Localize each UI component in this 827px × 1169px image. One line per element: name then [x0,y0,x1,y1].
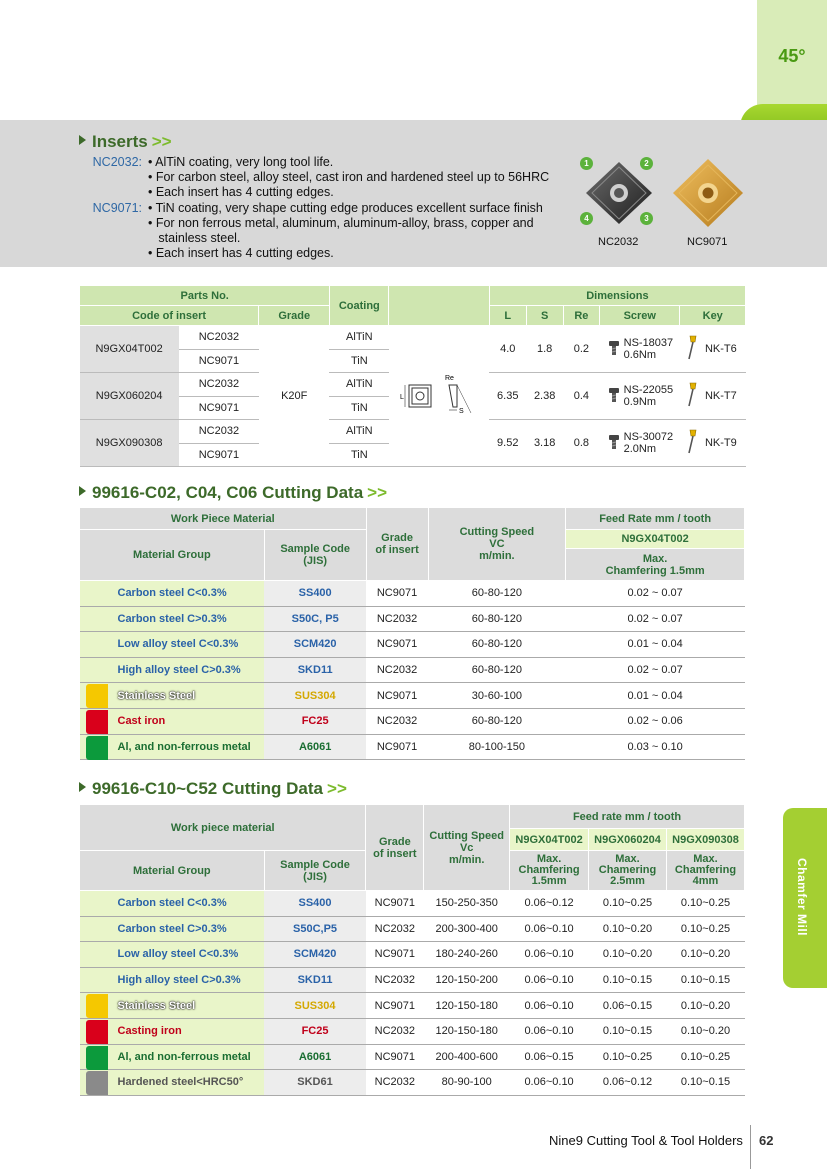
insert-grade: NC9071 [366,683,428,709]
material-color-swatch [86,736,108,760]
header-coating: Coating [330,286,389,326]
feed-rate: 0.10~0.25 [589,1044,667,1070]
header-work-piece-material: Work piece material [80,805,366,851]
material-group-cell [80,993,265,1019]
carbide-grade: K20F [259,326,330,467]
key-code: NK-T6 [704,343,737,355]
screw-icon [608,340,620,359]
footer-text: Nine9 Cutting Tool & Tool Holders [549,1133,743,1148]
cutting-speed: 80-90-100 [424,1070,510,1096]
dim-s: 2.38 [526,373,563,420]
feed-rate: 0.06~0.10 [510,942,589,968]
dim-re: 0.4 [563,373,600,420]
material-group-cell [80,683,265,709]
feed-rate: 0.02 ~ 0.07 [566,581,745,607]
cutting-data-row [80,632,745,658]
feed-rate: 0.10~0.20 [589,916,667,942]
header-sample-code: Sample Code (JIS) [264,851,366,891]
cutting-data-1-table [79,507,745,760]
material-color-swatch [86,994,108,1018]
header-cutting-speed: Cutting Speed Vc m/min. [424,805,510,891]
screw-torque: 0.6Nm [623,349,657,361]
insert-feature-line: • AlTiN coating, very long tool life. [148,155,334,169]
nc9071-insert-image [670,156,746,230]
insert-code: N9GX04T002 [80,326,180,373]
triangle-icon [79,782,86,792]
insert-feature-line: • Each insert has 4 cutting edges. [148,246,334,261]
dim-re: 0.8 [563,420,600,467]
cutting-speed: 120-150-200 [424,967,510,993]
screw-cell [600,420,680,467]
material-group-cell [80,1070,265,1096]
insert-feature-line: • TiN coating, very shape cutting edge produces excellent surface finish [148,200,543,215]
header-max-chamfer: Max. Chamering 2.5mm [589,851,667,891]
coating-value: TiN [330,443,389,467]
cutting-speed: 30-60-100 [428,683,566,709]
key-icon [686,335,702,364]
dim-s: 3.18 [526,420,563,467]
feed-rate: 0.10~0.25 [666,891,744,917]
svg-text:Re: Re [445,374,455,382]
material-group-cell [80,606,265,632]
sample-code: SS400 [264,581,366,607]
feed-rate: 0.01 ~ 0.04 [566,683,745,709]
cutting-data-row [80,657,745,683]
header-grade: Grade [259,306,330,326]
header-sample-code: Sample Code (JIS) [264,530,366,581]
sample-code: SKD11 [264,967,366,993]
insert-feature-line: • Each insert has 4 cutting edges. [148,185,334,200]
dim-l: 9.52 [489,420,526,467]
feed-rate: 0.10~0.15 [589,1018,667,1044]
sample-code: SUS304 [264,683,366,709]
insert-grade: NC2032 [366,657,428,683]
header-grade: Grade of insert [366,805,424,891]
edge-number: 1 [580,157,593,170]
sample-code: SCM420 [264,942,366,968]
chamfer-mill-side-tab[interactable] [783,808,827,988]
material-group-name: Carbon steel C<0.3% [117,587,227,600]
insert-grade: NC2032 [366,606,428,632]
angle-tab [757,0,827,120]
feed-rate: 0.10~0.15 [589,967,667,993]
material-group-name: Low alloy steel C<0.3% [117,638,239,651]
cutting-data-row [80,967,745,993]
cutting-data-2-table [79,804,745,1096]
insert-grade: NC2032 [366,708,428,734]
feed-rate: 0.06~0.10 [510,916,589,942]
dim-l: 4.0 [489,326,526,373]
material-group-cell [80,657,265,683]
header-feed: Feed rate mm / tooth [510,805,745,829]
sample-code: S50C, P5 [264,606,366,632]
svg-text:S: S [459,407,464,415]
footer-divider [750,1125,751,1169]
feed-rate: 0.01 ~ 0.04 [566,632,745,658]
cutting-data-row [80,606,745,632]
feed-rate: 0.10~0.15 [666,1070,744,1096]
triangle-icon [79,486,86,496]
feed-rate: 0.10~0.20 [666,993,744,1019]
material-group-name: High alloy steel C>0.3% [117,664,241,677]
insert-grade: NC9071 [366,632,428,658]
header-material-group: Material Group [80,530,265,581]
material-group-cell [80,1044,265,1070]
cutting-speed: 120-150-180 [424,993,510,1019]
material-group-name: Hardened steel<HRC50° [117,1076,244,1089]
material-group-name: Low alloy steel C<0.3% [117,948,239,961]
cutting-speed: 60-80-120 [428,606,566,632]
header-s: S [526,306,563,326]
material-group-cell [80,734,265,760]
material-group-name: Cast iron [117,715,166,728]
side-tab-label: Chamfer Mill [795,858,809,937]
cutting-speed: 120-150-180 [424,1018,510,1044]
parts-table [79,285,746,467]
insert-grade: NC2032 [366,1070,424,1096]
material-group-cell [80,1018,265,1044]
material-group-name: Casting iron [117,1025,182,1038]
coating-value: AlTiN [330,420,389,444]
insert-grade: NC9071 [366,891,424,917]
insert-grade: NC9071 [366,942,424,968]
screw-cell [600,373,680,420]
header-insert: N9GX04T002 [510,829,589,851]
sample-code: SKD11 [264,657,366,683]
feed-rate: 0.02 ~ 0.06 [566,708,745,734]
inserts-title: Inserts >> [79,132,172,152]
feed-rate: 0.10~0.15 [666,967,744,993]
insert-grade: NC2032 [179,326,258,350]
material-group-name: Carbon steel C>0.3% [117,922,227,935]
cutting-speed: 200-300-400 [424,916,510,942]
insert-grade: NC9071 [179,349,258,373]
material-group-cell [80,942,265,968]
insert-code: N9GX090308 [80,420,180,467]
feed-rate: 0.06~0.10 [510,1018,589,1044]
header-material-group: Material Group [80,851,265,891]
material-group-cell [80,916,265,942]
header-dimensions: Dimensions [489,286,745,306]
cutting-speed: 180-240-260 [424,942,510,968]
insert-grade: NC2032 [366,1018,424,1044]
key-code: NK-T9 [704,437,737,449]
cutting-data-row [80,1070,745,1096]
insert-grade: NC2032 [179,373,258,397]
insert-feature-line: • For non ferrous metal, aluminum, aluminum-alloy, brass, copper and [148,215,534,230]
coating-value: AlTiN [330,326,389,350]
header-re: Re [563,306,600,326]
coating-value: TiN [330,396,389,420]
cutting-data-1-title: 99616-C02, C04, C06 Cutting Data >> [79,483,387,503]
edge-number: 3 [640,212,653,225]
material-color-swatch [86,1020,108,1044]
page-number: 62 [759,1133,774,1148]
header-code: Code of insert [80,306,259,326]
sample-code: S50C,P5 [264,916,366,942]
insert-grade: NC9071 [366,581,428,607]
material-color-swatch [86,1046,108,1070]
header-max-chamfer: Max. Chamfering 4mm [666,851,744,891]
material-color-swatch [86,1071,108,1095]
header-max-chamfer: Max. Chamfering 1.5mm [566,549,745,581]
insert-grade: NC9071 [366,1044,424,1070]
insert-dimension-diagram [389,326,490,467]
screw-torque: 0.9Nm [623,396,657,408]
key-cell [680,373,746,420]
insert-feature-line: • For carbon steel, alloy steel, cast iron and hardened steel up to 56HRC [148,170,550,185]
key-code: NK-T7 [704,390,737,402]
feed-rate: 0.02 ~ 0.07 [566,606,745,632]
insert-feature-line: stainless steel. [148,231,241,246]
insert-description-row [88,201,549,262]
insert-code: N9GX060204 [80,373,180,420]
header-parts-no: Parts No. [80,286,330,306]
material-group-cell [80,891,265,917]
material-group-name: Al, and non-ferrous metal [117,1050,251,1063]
material-group-cell [80,581,265,607]
header-work-piece-material: Work Piece Material [80,508,367,530]
screw-code: NS-18037 [623,337,674,349]
header-max-chamfer: Max. Chamfering 1.5mm [510,851,589,891]
feed-rate: 0.06~0.15 [510,1044,589,1070]
screw-icon [608,434,620,453]
insert-grade: NC2032 [366,916,424,942]
screw-torque: 2.0Nm [623,443,657,455]
header-screw: Screw [600,306,680,326]
key-cell [680,420,746,467]
feed-rate: 0.03 ~ 0.10 [566,734,745,760]
insert-grade: NC9071 [179,443,258,467]
feed-rate: 0.10~0.25 [589,891,667,917]
sample-code: FC25 [264,1018,366,1044]
material-group-name: Al, and non-ferrous metal [117,740,251,753]
insert-grade: NC9071 [179,396,258,420]
key-icon [686,382,702,411]
coating-value: TiN [330,349,389,373]
insert-pic-label: NC2032 [598,236,639,248]
cutting-speed: 60-80-120 [428,632,566,658]
header-insert: N9GX04T002 [566,530,745,549]
cutting-speed: 200-400-600 [424,1044,510,1070]
header-diagram [389,286,490,326]
triangle-icon [79,135,86,145]
material-group-name: Carbon steel C<0.3% [117,897,227,910]
insert-description-row [88,155,549,201]
key-cell [680,326,746,373]
header-grade: Grade of insert [366,508,428,581]
feed-rate: 0.10~0.25 [666,916,744,942]
material-group-cell [80,708,265,734]
cutting-data-row [80,734,745,760]
screw-cell [600,326,680,373]
header-insert: N9GX060204 [589,829,667,851]
cutting-data-row [80,916,745,942]
svg-text:L: L [400,393,405,401]
insert-grade: NC2032 [366,967,424,993]
feed-rate: 0.06~0.10 [510,993,589,1019]
insert-grade: NC2032 [179,420,258,444]
material-group-cell [80,967,265,993]
insert-pic-label: NC9071 [687,236,728,248]
angle-label: 45° [778,46,806,66]
sample-code: SCM420 [264,632,366,658]
cutting-data-row [80,1018,745,1044]
feed-rate: 0.06~0.10 [510,967,589,993]
cutting-data-2-title: 99616-C10~C52 Cutting Data >> [79,779,347,799]
screw-code: NS-22055 [623,384,674,396]
cutting-speed: 60-80-120 [428,581,566,607]
cutting-data-row [80,683,745,709]
sample-code: SKD61 [264,1070,366,1096]
cutting-speed: 80-100-150 [428,734,566,760]
cutting-data-row [80,993,745,1019]
material-color-swatch [86,684,108,708]
inserts-description [88,155,549,261]
cutting-speed: 60-80-120 [428,657,566,683]
feed-rate: 0.10~0.20 [589,942,667,968]
sample-code: A6061 [264,734,366,760]
insert-grade-code: NC9071: [92,200,142,215]
header-l: L [489,306,526,326]
sample-code: A6061 [264,1044,366,1070]
insert-grade: NC9071 [366,734,428,760]
cutting-speed: 150-250-350 [424,891,510,917]
key-icon [686,429,702,458]
material-group-name: High alloy steel C>0.3% [117,974,241,987]
dim-s: 1.8 [526,326,563,373]
screw-code: NS-30072 [623,431,674,443]
cutting-data-row [80,581,745,607]
dim-l: 6.35 [489,373,526,420]
feed-rate: 0.10~0.25 [666,1044,744,1070]
insert-grade: NC9071 [366,993,424,1019]
material-group-name: Carbon steel C>0.3% [117,612,227,625]
material-group-name: Stainless Steel [117,999,196,1012]
cutting-data-row [80,942,745,968]
material-group-cell [80,632,265,658]
cutting-speed: 60-80-120 [428,708,566,734]
header-key: Key [680,306,746,326]
screw-icon [608,387,620,406]
cutting-data-row [80,708,745,734]
sample-code: SS400 [264,891,366,917]
cutting-data-row [80,1044,745,1070]
material-group-name: Stainless Steel [117,689,196,702]
edge-number: 2 [640,157,653,170]
header-feed: Feed Rate mm / tooth [566,508,745,530]
feed-rate: 0.02 ~ 0.07 [566,657,745,683]
feed-rate: 0.06~0.15 [589,993,667,1019]
sample-code: FC25 [264,708,366,734]
header-cutting-speed: Cutting Speed VC m/min. [428,508,566,581]
material-color-swatch [86,710,108,734]
feed-rate: 0.06~0.12 [510,891,589,917]
dim-re: 0.2 [563,326,600,373]
cutting-data-row [80,891,745,917]
sample-code: SUS304 [264,993,366,1019]
feed-rate: 0.06~0.12 [589,1070,667,1096]
coating-value: AlTiN [330,373,389,397]
feed-rate: 0.06~0.10 [510,1070,589,1096]
parts-row [80,326,746,350]
insert-grade-code: NC2032: [92,155,142,169]
header-insert: N9GX090308 [666,829,744,851]
feed-rate: 0.10~0.20 [666,1018,744,1044]
edge-number: 4 [580,212,593,225]
feed-rate: 0.10~0.20 [666,942,744,968]
